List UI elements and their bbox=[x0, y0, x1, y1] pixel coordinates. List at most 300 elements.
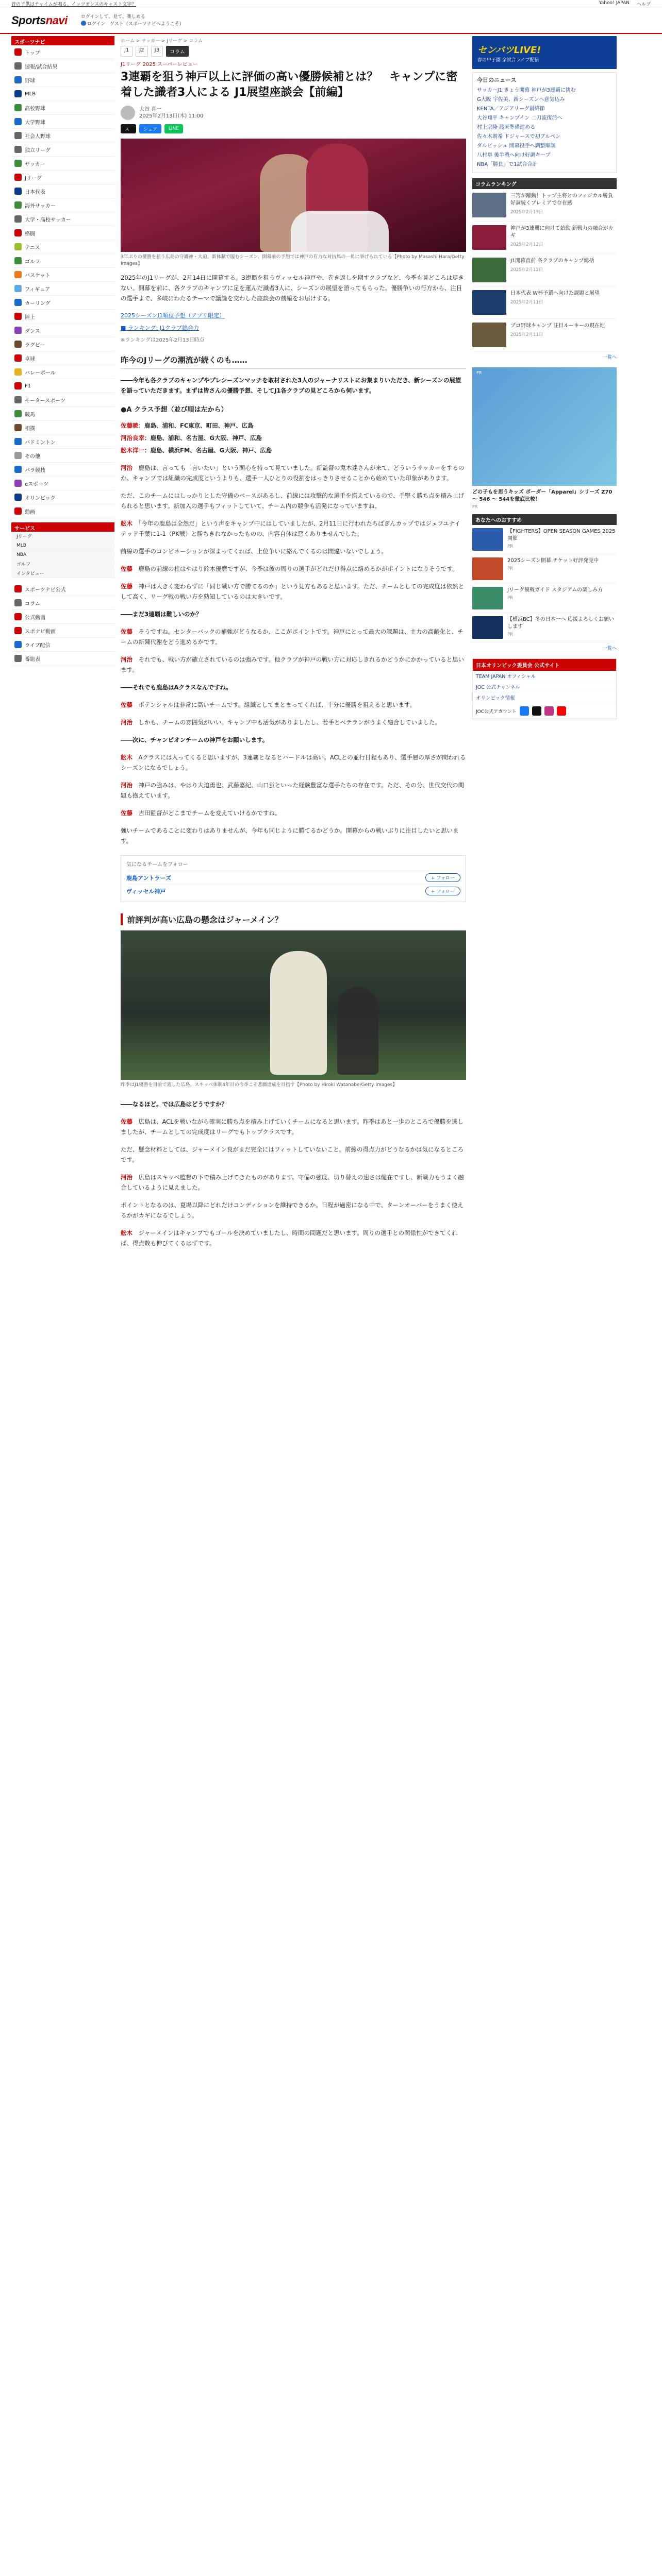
sidebar-item[interactable] bbox=[11, 254, 114, 268]
joc-social bbox=[473, 703, 616, 719]
ad-sponsor: PR bbox=[472, 504, 478, 509]
sidebar-item[interactable] bbox=[11, 296, 114, 310]
x-icon[interactable] bbox=[532, 706, 541, 716]
youtube-icon[interactable] bbox=[557, 706, 566, 716]
sport-tab[interactable]: J2 bbox=[136, 46, 147, 57]
breadcrumb[interactable]: ホーム > サッカー > Jリーグ > コラム bbox=[121, 39, 203, 44]
banner-subtitle: 春の甲子園 全試合ライブ配信 bbox=[477, 57, 539, 63]
speaker-name: 河治 bbox=[121, 1174, 133, 1181]
joc-link[interactable]: JOC 公式チャンネル bbox=[473, 682, 616, 692]
column-item[interactable] bbox=[472, 222, 617, 254]
banner-title: センバツLIVE! bbox=[477, 44, 541, 56]
follow-button[interactable]: + フォロー bbox=[425, 873, 460, 882]
share-line-button[interactable]: LINE bbox=[164, 124, 183, 133]
news-item[interactable]: 八村塁 後半戦へ向け好調キープ bbox=[477, 152, 551, 158]
sidebar-item-label: MLB bbox=[25, 91, 36, 97]
recommend-meta: PR bbox=[507, 632, 514, 637]
share-buttons bbox=[121, 120, 466, 139]
sidebar-item-label: テニス bbox=[25, 245, 40, 251]
sidebar-item-label: トップ bbox=[25, 50, 40, 56]
boxing-icon bbox=[14, 229, 22, 236]
sidebar-item[interactable] bbox=[11, 171, 114, 184]
recommend-thumbnail[interactable] bbox=[472, 557, 503, 580]
column-item[interactable] bbox=[472, 189, 617, 222]
article-paragraph bbox=[121, 717, 466, 727]
baseball-icon bbox=[14, 118, 22, 125]
column-thumbnail[interactable] bbox=[472, 290, 506, 315]
follow-button[interactable]: + フォロー bbox=[425, 887, 460, 895]
news-list bbox=[472, 72, 617, 173]
sidebar-item[interactable] bbox=[11, 638, 114, 652]
prediction-teams: 鹿島、横浜FM、名古屋、G大阪、神戸、広島 bbox=[150, 447, 272, 454]
sidebar-item[interactable] bbox=[11, 532, 114, 541]
article-date: 2025年2月13日(木) 11:00 bbox=[139, 113, 204, 119]
sidebar-item[interactable] bbox=[11, 87, 114, 101]
sidebar-item[interactable] bbox=[11, 115, 114, 129]
speaker-name: 舩木 bbox=[121, 520, 133, 527]
sidebar-item[interactable] bbox=[11, 351, 114, 365]
photo2-caption: 昨季はJ1優勝を目前で逃した広島。スキッベ体制4年目の今季こそ悲願達成を目指す【Photo by Hiroki Watanabe/Getty Images】 bbox=[121, 1082, 398, 1088]
article-paragraph bbox=[121, 654, 466, 675]
sidebar-item-label: NBA bbox=[16, 552, 27, 557]
sumo-icon bbox=[14, 424, 22, 431]
recommend-item[interactable] bbox=[472, 584, 617, 613]
yahoo-japan-link[interactable]: Yahoo! JAPAN bbox=[599, 1, 630, 6]
baseball-icon bbox=[14, 132, 22, 139]
article-paragraph bbox=[121, 463, 466, 483]
more-icon bbox=[14, 452, 22, 459]
column-item[interactable] bbox=[472, 254, 617, 286]
sidebar-item[interactable] bbox=[11, 198, 114, 212]
news-item[interactable]: 佐々木朗希 ドジャースで初ブルペン bbox=[477, 134, 561, 140]
photo2-figure-back bbox=[337, 987, 378, 1075]
paragraph-text: そうですね。センターバックの補強がどうなるか、ここがポイントです。神戸にとって最大の課題は、主力の高齢化と、チームの新陳代謝をどう進めるかです。 bbox=[121, 628, 464, 646]
article-series-label[interactable]: J1リーグ 2025 スーパーレビュー bbox=[121, 62, 198, 67]
volleyball-icon bbox=[14, 368, 22, 376]
sidebar-item-label: 日本代表 bbox=[25, 189, 45, 195]
column-date: 2025年2月11日 bbox=[510, 332, 543, 337]
sidebar-item-label: ラグビー bbox=[25, 342, 45, 348]
sidebar-item[interactable] bbox=[11, 226, 114, 240]
sidebar-item[interactable] bbox=[11, 337, 114, 351]
article-paragraph bbox=[121, 808, 466, 818]
sidebar-item[interactable] bbox=[11, 624, 114, 638]
sidebar-item[interactable] bbox=[11, 324, 114, 337]
right-sidebar bbox=[472, 36, 617, 1256]
sidebar-item[interactable] bbox=[11, 393, 114, 407]
article-paragraph bbox=[121, 825, 466, 846]
news-item[interactable]: ダルビッシュ 開幕投手へ調整順調 bbox=[477, 143, 556, 149]
skate-icon bbox=[14, 285, 22, 292]
sidebar-item[interactable] bbox=[11, 129, 114, 143]
photo2-figure-main bbox=[270, 951, 327, 1075]
sidebar-sub-head: サービス bbox=[11, 522, 114, 532]
facebook-icon[interactable] bbox=[520, 706, 529, 716]
car-icon bbox=[14, 382, 22, 389]
sidebar-item[interactable] bbox=[11, 379, 114, 393]
senbatsu-live-banner[interactable] bbox=[472, 36, 617, 69]
sidebar-item[interactable] bbox=[11, 365, 114, 379]
sidebar-item[interactable] bbox=[11, 240, 114, 254]
follow-team-box bbox=[121, 855, 466, 902]
sidebar-item[interactable] bbox=[11, 463, 114, 477]
baseball-icon bbox=[14, 76, 22, 83]
hero-photo bbox=[121, 139, 466, 252]
sidebar-item[interactable] bbox=[11, 421, 114, 435]
rings-icon bbox=[14, 494, 22, 501]
article-intro: 2025年のJ1リーグが、2月14日に開幕する。3連覇を狙うヴィッセル神戸や、巻き返しを期すクラブなど、今季も見どころは尽きない。開幕を前に、各クラブのキャンプに足を運んだ識者3人に、シーズンの展望を語ってもらった。優勝争いの行方から、注目の選手まで、多岐にわたるテーマで議論を交わした座談会の前編をお届けする。 bbox=[121, 274, 464, 302]
article-paragraph bbox=[121, 1200, 466, 1221]
column-thumbnail[interactable] bbox=[472, 193, 506, 217]
soccer-icon bbox=[14, 201, 22, 209]
question-4: ――次に、チャンピオンチームの神戸をお願いします。 bbox=[121, 736, 269, 743]
sidebar-item[interactable] bbox=[11, 157, 114, 171]
ad-square[interactable] bbox=[472, 367, 617, 486]
sidebar-item-label: インタビュー bbox=[16, 571, 44, 577]
sn-icon bbox=[14, 585, 22, 592]
header-user-info bbox=[81, 14, 184, 28]
sidebar-item-label: モータースポーツ bbox=[25, 398, 65, 404]
login-link[interactable]: ログイン bbox=[87, 21, 106, 27]
sidebar-item[interactable] bbox=[11, 407, 114, 421]
sidebar-item[interactable] bbox=[11, 569, 114, 578]
curling-icon bbox=[14, 299, 22, 306]
news-item[interactable]: KENTA／アジアリーグ最終節 bbox=[477, 106, 545, 112]
recommend-thumbnail[interactable] bbox=[472, 616, 503, 639]
sidebar-item[interactable] bbox=[11, 310, 114, 324]
sidebar-item[interactable] bbox=[11, 477, 114, 490]
article-paragraph bbox=[121, 518, 466, 539]
article-body bbox=[121, 273, 466, 846]
sidebar-item-label: 海外サッカー bbox=[25, 203, 56, 209]
rugby-icon bbox=[14, 341, 22, 348]
sidebar-item-label: ゴルフ bbox=[16, 562, 31, 567]
joc-head[interactable]: 日本オリンピック委員会 公式サイト bbox=[473, 659, 616, 671]
sidebar-item[interactable] bbox=[11, 652, 114, 666]
follow-team-name[interactable]: 鹿島アントラーズ bbox=[126, 874, 172, 882]
column-thumbnail[interactable] bbox=[472, 258, 506, 282]
soccer-icon bbox=[14, 160, 22, 167]
sport-tab[interactable]: J1 bbox=[121, 46, 133, 57]
recommend-meta: PR bbox=[507, 544, 514, 549]
sidebar-item[interactable] bbox=[11, 610, 114, 624]
news-item[interactable]: 村上宗隆 渡米準備進める bbox=[477, 125, 536, 130]
column-text-box bbox=[510, 193, 617, 217]
paragraph-text: 鹿島の前線の柱はやはり鈴木優磨ですが、今季は彼の周りの選手がどれだけ得点に絡めるかがポイントになりそうです。 bbox=[138, 565, 458, 572]
ranking-link[interactable]: ■ ランキング: J1クラブ総合力 bbox=[121, 325, 200, 331]
article-paragraph bbox=[121, 1144, 466, 1165]
home-icon bbox=[14, 48, 22, 56]
prediction-heading: ●A クラス予想（並び順は左から） bbox=[121, 406, 228, 414]
column-ranking-head bbox=[472, 178, 617, 189]
soccer-icon bbox=[14, 215, 22, 223]
article-paragraph bbox=[121, 752, 466, 773]
prediction-name: 舩木洋一 bbox=[121, 447, 144, 454]
video-icon bbox=[14, 613, 22, 620]
sidebar-item-label: バスケット bbox=[25, 273, 51, 279]
sidebar-item-label: 卓球 bbox=[25, 356, 35, 362]
speaker-name: 佐藤 bbox=[121, 1118, 133, 1125]
sidebar-item-label: 高校野球 bbox=[25, 106, 45, 112]
recommend-thumbnail[interactable] bbox=[472, 587, 503, 609]
joc-link[interactable]: オリンピック情報 bbox=[473, 692, 616, 703]
recommend-meta: PR bbox=[507, 566, 514, 571]
sidebar-item[interactable] bbox=[11, 143, 114, 157]
video-icon bbox=[14, 627, 22, 634]
sidebar-item[interactable] bbox=[11, 560, 114, 569]
paragraph-text: 神戸は大きく変わらずに「同じ戦い方で勝てるのか」という見方もあると思います。ただ、チームとしての完成度は依然として高く、リーグ戦の戦い方を熟知しているのは大きいです。 bbox=[121, 583, 465, 600]
article-paragraph bbox=[121, 626, 466, 647]
sidebar-item[interactable] bbox=[11, 541, 114, 550]
prediction-row: 舩木洋一：鹿島、横浜FM、名古屋、G大阪、神戸、広島 bbox=[121, 447, 272, 454]
question-5: ――なるほど。では広島はどうですか？ bbox=[121, 1100, 227, 1108]
paragraph-text: 広島はスキッベ監督の下で積み上げてきたものがあります。守備の強度、切り替えの速さは健在ですし、新戦力もうまく融合しているように見えました。 bbox=[121, 1174, 464, 1191]
hero-figure-right bbox=[291, 211, 389, 252]
column-title[interactable]: 三笘が躍動！トップ主将とのフィジカル勝負 好調続くプレミアで存在感 bbox=[510, 193, 613, 206]
paragraph-text: 神戸の強みは、やはり大迫勇也、武藤嘉紀、山口蛍といった経験豊富な選手たちの存在です。ただ、その分、世代交代の問題も抱えています。 bbox=[121, 782, 465, 799]
recommend-thumbnail[interactable] bbox=[472, 528, 503, 551]
column-text-box bbox=[510, 323, 605, 347]
sidebar-item[interactable] bbox=[11, 449, 114, 463]
sidebar-item[interactable] bbox=[11, 45, 114, 59]
question-2: ――まだ3連覇は難しいのか？ bbox=[121, 611, 202, 618]
paragraph-text: 鹿島は、言っても「言いたい」という関心を持って見ていました。新監督の鬼木達さんが来て、どういうサッカーをするのか、キャンプでは組織の完成度というよりも、選手一人ひとりの役割をはっきりさせることから始めていた印象があります。 bbox=[121, 464, 465, 482]
follow-team-name[interactable]: ヴィッセル神戸 bbox=[126, 888, 166, 895]
run-icon bbox=[14, 313, 22, 320]
sidebar-item[interactable] bbox=[11, 490, 114, 504]
prediction-teams: 鹿島、浦和、FC東京、町田、神戸、広島 bbox=[144, 422, 254, 429]
column-date: 2025年2月11日 bbox=[510, 300, 543, 305]
sidebar-item[interactable] bbox=[11, 212, 114, 226]
paragraph-text: ジャーメインはキャンプでもゴールを決めていましたし、時間の問題だと思います。周りの選手との関係性ができてくれば、得点数も伸びてくるはずです。 bbox=[121, 1229, 458, 1247]
sidebar-item[interactable] bbox=[11, 59, 114, 73]
paragraph-text: 吉田監督がどこまでチームを変えていけるかですね。 bbox=[138, 809, 281, 817]
column-title[interactable]: 神戸が3連覇に向けて始動 新戦力の融合がカギ bbox=[510, 226, 614, 239]
car-icon bbox=[14, 396, 22, 403]
article-paragraph bbox=[121, 700, 466, 710]
sidebar-item-label: 競馬 bbox=[25, 412, 35, 418]
prediction-row: 佐藤暁：鹿島、浦和、FC東京、町田、神戸、広島 bbox=[121, 422, 254, 429]
speaker-name: 河治 bbox=[121, 782, 133, 789]
left-sidebar bbox=[11, 36, 114, 1256]
column-ranking-title: コラムランキング bbox=[475, 182, 517, 188]
sidebar-item-label: コラム bbox=[25, 601, 40, 607]
hero-caption: 3年ぶりの優勝を狙う広島の守護神・大迫。新体制で臨むシーズン、開幕前の予想では神戸の有力な対抗馬の一角に挙げられている【Photo by Masashi Hara/Getty Images】 bbox=[121, 255, 465, 266]
article-main bbox=[121, 36, 466, 1256]
column-item[interactable] bbox=[472, 319, 617, 351]
speaker-name: 佐藤 bbox=[121, 583, 133, 590]
help-link[interactable]: ヘルプ bbox=[636, 2, 651, 7]
baseball-icon bbox=[14, 90, 22, 97]
article-title: 3連覇を狙う神戸以上に評価の高い優勝候補とは？ キャンプに密着した識者3人による J1展望座談会【前編】 bbox=[121, 71, 458, 99]
article-paragraph bbox=[121, 564, 466, 574]
article-paragraph bbox=[121, 490, 466, 511]
list-icon bbox=[14, 62, 22, 70]
basketball-icon bbox=[14, 271, 22, 278]
sidebar-item-label: 格闘 bbox=[25, 231, 35, 237]
column-text-box bbox=[510, 258, 594, 282]
recommend-head bbox=[472, 514, 617, 525]
sidebar-item-label: 公式動画 bbox=[25, 615, 45, 621]
recommend-more-link[interactable]: 一覧へ bbox=[602, 646, 617, 651]
sidebar-item-label: 動画 bbox=[25, 509, 35, 515]
paragraph-text: ただ、このチームにはしっかりとした守備のベースがあるし、前線には攻撃的な選手を揃えているので、手堅く勝ち点を積み上げられると思います。新加入の選手もフィットしていて、チーム内の競争も活発になっていますね。 bbox=[121, 492, 465, 510]
joc-box bbox=[472, 658, 617, 719]
sidebar-item[interactable] bbox=[11, 435, 114, 449]
column-date: 2025年2月12日 bbox=[510, 267, 543, 273]
recommend-item[interactable] bbox=[472, 613, 617, 642]
sport-tabs bbox=[121, 46, 466, 57]
header-info-line1: ログインして、見て、楽しめる bbox=[80, 14, 145, 20]
sidebar-head: スポーツナビ bbox=[11, 36, 114, 45]
recommend-title[interactable]: 【横浜BC】冬の日本一へ 応援よろしくお願いします bbox=[507, 617, 614, 630]
prediction-name: 佐藤暁 bbox=[121, 422, 139, 429]
article-photo-2 bbox=[121, 930, 466, 1080]
sidebar-item[interactable] bbox=[11, 73, 114, 87]
article-paragraph bbox=[121, 1228, 466, 1248]
speaker-name: 佐藤 bbox=[121, 565, 133, 572]
column-more-link[interactable]: 一覧へ bbox=[602, 355, 617, 360]
sidebar-item[interactable] bbox=[11, 582, 114, 596]
author-name[interactable]: 大谷 喜一 bbox=[139, 107, 162, 112]
speaker-name: 河治 bbox=[121, 464, 133, 471]
sidebar-item[interactable] bbox=[11, 504, 114, 518]
column-title[interactable]: プロ野球キャンプ 注目ルーキーの現在地 bbox=[510, 323, 605, 329]
article-paragraph bbox=[121, 780, 466, 801]
speaker-name: 河治 bbox=[121, 656, 133, 663]
ad-caption[interactable]: どの子もを思うキッズ ボーダー「Apparel」シリーズ Z70 ～ 546 ～ 544を徹底比較！ bbox=[472, 489, 613, 502]
share-facebook-button[interactable]: シェア bbox=[139, 124, 161, 133]
site-header bbox=[0, 8, 662, 34]
sidebar-item-label: ゴルフ bbox=[25, 259, 40, 265]
site-logo[interactable]: Sportsnavi bbox=[11, 14, 68, 27]
tennis-icon bbox=[14, 243, 22, 250]
column-text-box bbox=[510, 225, 617, 250]
sidebar-item-label: ライブ配信 bbox=[25, 642, 51, 649]
sidebar-item[interactable] bbox=[11, 282, 114, 296]
joc-social-label: JOC公式アカウント bbox=[476, 709, 517, 715]
sidebar-item-label: 大学野球 bbox=[25, 120, 45, 126]
article-paragraph bbox=[121, 1172, 466, 1193]
top-bar bbox=[0, 0, 662, 8]
speaker-name: 舩木 bbox=[121, 754, 133, 761]
article-paragraph bbox=[121, 546, 466, 556]
paragraph-text: しかも、チームの雰囲気がいい。キャンプ中も活気がありましたし、若手とベテランがうまく融合していました。 bbox=[138, 719, 441, 726]
news-item[interactable]: G大阪 宇佐美、新シーズンへ意気込み bbox=[477, 97, 565, 103]
dance-icon bbox=[14, 327, 22, 334]
sidebar-item[interactable] bbox=[11, 184, 114, 198]
instagram-icon[interactable] bbox=[544, 706, 554, 716]
speaker-name: 河治 bbox=[121, 719, 133, 726]
sidebar-item-label: eスポーツ bbox=[25, 481, 48, 487]
recommend-title[interactable]: 【FIGHTERS】OPEN SEASON GAMES 2025 開催 bbox=[507, 529, 616, 541]
news-item[interactable]: NBA「勝負」で1試合合計 bbox=[477, 162, 538, 167]
article-paragraph bbox=[121, 581, 466, 602]
baseball-icon bbox=[14, 104, 22, 111]
paragraph-text: ポイントとなるのは、夏場以降にどれだけコンディションを維持できるか。日程が過密になる中で、ターンオーバーをうまく使えるかがカギになるでしょう。 bbox=[121, 1201, 464, 1219]
golf-icon bbox=[14, 257, 22, 264]
sidebar-item-label: スポナビ動画 bbox=[25, 629, 56, 635]
sidebar-item-label: スポーツナビ公式 bbox=[25, 587, 66, 593]
sidebar-item-label: F1 bbox=[25, 383, 31, 389]
sidebar-item-label: 独立リーグ bbox=[25, 147, 51, 154]
column-title[interactable]: J1開幕直前 各クラブのキャンプ総括 bbox=[510, 258, 594, 264]
news-list-title: 今日のニュース bbox=[477, 77, 517, 83]
prediction-link[interactable]: 2025シーズンJ1順位予想（アプリ限定） bbox=[121, 312, 225, 319]
sidebar-item-label: 相撲 bbox=[25, 426, 35, 432]
prediction-list bbox=[121, 419, 466, 456]
speaker-name: 佐藤 bbox=[121, 701, 133, 708]
prediction-name: 河治良幸 bbox=[121, 434, 144, 442]
ad-label: PR bbox=[476, 370, 482, 375]
soccer-icon bbox=[14, 188, 22, 195]
sidebar-item-label: 陸上 bbox=[25, 314, 35, 320]
top-notice-link[interactable]: 昔の子供はチャイムが鳴る、イッツオンスのキャスト文字？ bbox=[11, 2, 137, 7]
sidebar-item[interactable] bbox=[11, 550, 114, 560]
sidebar-item-label: 野球 bbox=[25, 78, 35, 84]
tv-icon bbox=[14, 655, 22, 662]
sidebar-item-label: フィギュア bbox=[25, 286, 51, 293]
sidebar-item-label: バレーボール bbox=[25, 370, 56, 376]
author-avatar[interactable] bbox=[121, 106, 135, 120]
soccer-icon bbox=[14, 174, 22, 181]
recommend-text-box bbox=[507, 528, 617, 551]
column-text-box bbox=[510, 290, 600, 315]
video-icon bbox=[14, 507, 22, 515]
column-date: 2025年2月12日 bbox=[510, 242, 543, 247]
recommend-title[interactable]: Jリーグ観戦ガイド スタジアムの楽しみ方 bbox=[507, 587, 603, 593]
recommend-meta: PR bbox=[507, 596, 514, 601]
sidebar-item[interactable] bbox=[11, 268, 114, 282]
horse-icon bbox=[14, 410, 22, 417]
column-thumbnail[interactable] bbox=[472, 323, 506, 347]
sidebar-item[interactable] bbox=[11, 101, 114, 115]
user-icon bbox=[81, 21, 86, 26]
sidebar-item[interactable] bbox=[11, 596, 114, 610]
sidebar-item-label: MLB bbox=[16, 543, 26, 548]
column-title[interactable]: 日本代表 W杯予選へ向けた課題と展望 bbox=[510, 291, 600, 296]
recommend-title[interactable]: 2025シーズン開幕 チケット好評発売中 bbox=[507, 558, 599, 564]
column-item[interactable] bbox=[472, 286, 617, 319]
column-icon bbox=[14, 599, 22, 606]
speaker-name: 佐藤 bbox=[121, 809, 133, 817]
sport-tab[interactable]: J3 bbox=[151, 46, 163, 57]
sidebar-item-label: 速報/試合結果 bbox=[25, 64, 58, 70]
follow-row-kobe[interactable] bbox=[126, 884, 460, 897]
sport-tab[interactable]: コラム bbox=[166, 46, 189, 57]
sidebar-item-label: バドミントン bbox=[25, 439, 56, 446]
recommend-item[interactable] bbox=[472, 525, 617, 554]
recommend-text-box bbox=[507, 557, 599, 580]
column-thumbnail[interactable] bbox=[472, 225, 506, 250]
recommend-text-box bbox=[507, 587, 603, 609]
sidebar-item-label: Jリーグ bbox=[16, 534, 32, 539]
paragraph-text: Aクラスには入ってくると思いますが、3連覇となるとハードルは高い。ACLとの並行日程もあり、選手層の厚さが問われるシーズンになるでしょう。 bbox=[121, 754, 466, 771]
sidebar-item-label: Jリーグ bbox=[25, 175, 42, 181]
badminton-icon bbox=[14, 438, 22, 445]
column-date: 2025年2月13日 bbox=[510, 210, 543, 215]
follow-row-kashima[interactable] bbox=[126, 871, 460, 884]
share-x-button[interactable]: ポスト bbox=[121, 124, 136, 133]
news-item[interactable]: サッカーJ1 きょう開幕 神戸が3連覇に挑む bbox=[477, 88, 576, 93]
recommend-item[interactable] bbox=[472, 554, 617, 584]
paragraph-text: 強いチームであることに変わりはありませんが、今年も同じように勝てるかどうか。開幕からの戦いぶりに注目したいと思います。 bbox=[121, 827, 459, 844]
guest-text: ゲスト（スポーツナビへようこそ） bbox=[110, 21, 184, 27]
section-heading-2: 前評判が高い広島の懸念はジャーメイン？ bbox=[121, 913, 466, 925]
sidebar-item-label: 大学・高校サッカー bbox=[25, 217, 71, 223]
joc-link[interactable]: TEAM JAPAN オフィシャル bbox=[473, 671, 616, 682]
news-item[interactable]: 大谷翔平 キャンプイン 二刀流復活へ bbox=[477, 115, 562, 121]
